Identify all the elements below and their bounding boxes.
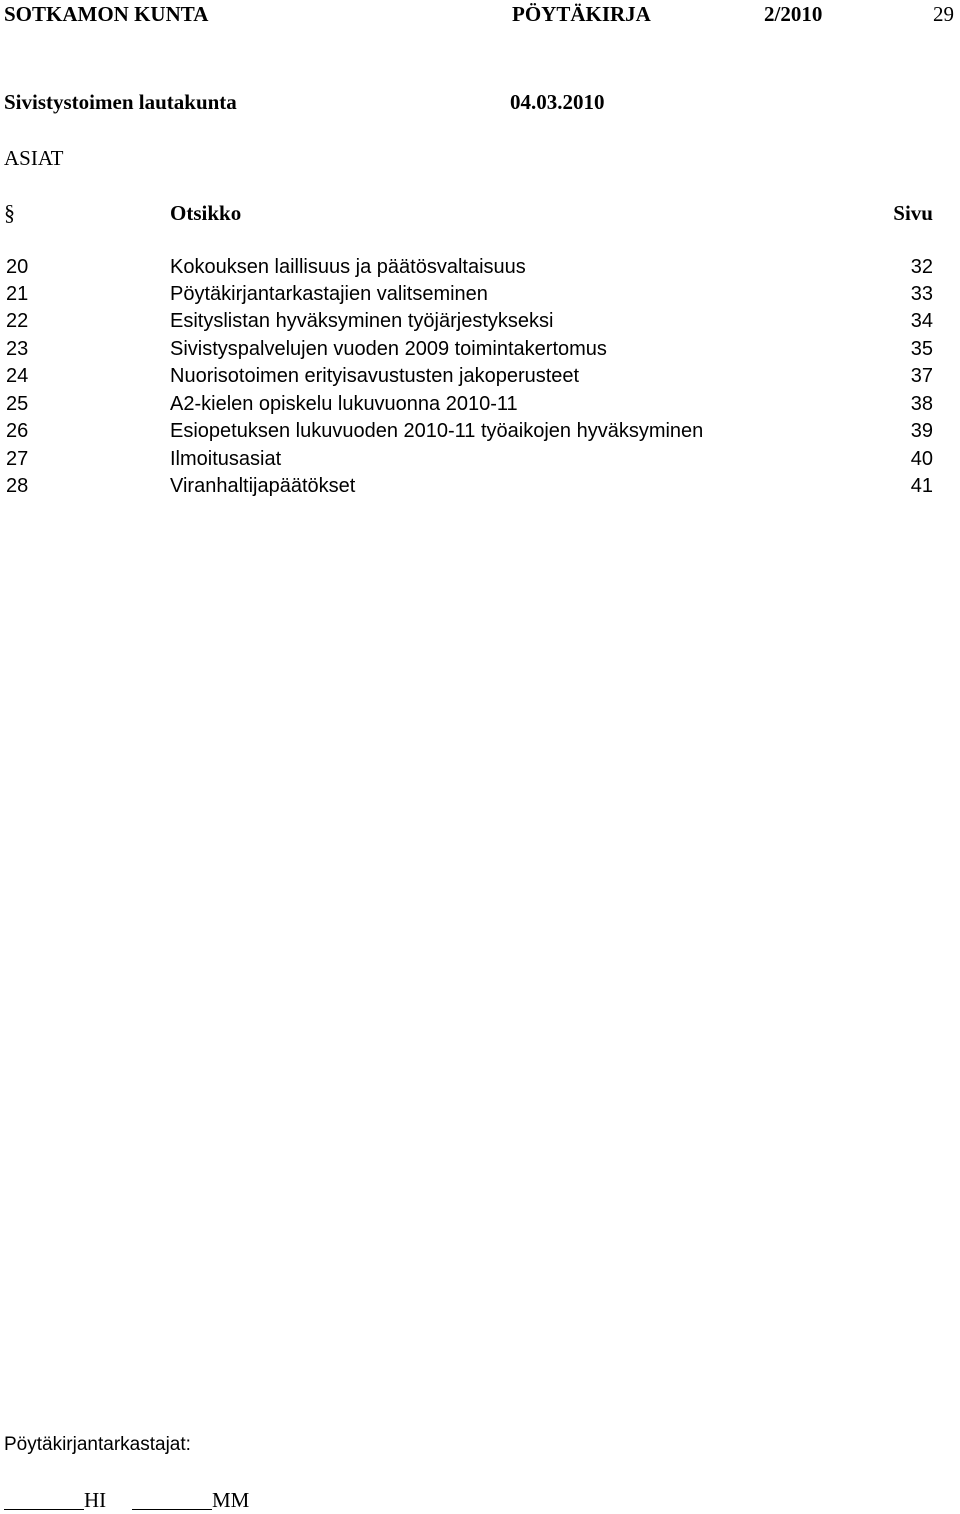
agenda-row [0, 391, 960, 418]
agenda-row [0, 418, 960, 445]
organization-name: SOTKAMON KUNTA [4, 2, 209, 26]
agenda-row [0, 473, 960, 500]
item-number: 23 [6, 338, 29, 360]
item-number: 25 [6, 393, 29, 415]
item-page: 40 [910, 448, 933, 470]
item-number: 26 [6, 420, 29, 442]
document-number: 2/2010 [764, 2, 823, 26]
agenda-row [0, 281, 960, 308]
item-number: 28 [6, 475, 29, 497]
document-type: PÖYTÄKIRJA [512, 2, 651, 26]
minute-checkers-label: Pöytäkirjantarkastajat: [4, 1434, 191, 1455]
item-title: Nuorisotoimen erityisavustusten jakoperusteet [170, 365, 580, 387]
item-title: Sivistyspalvelujen vuoden 2009 toimintakertomus [170, 338, 607, 360]
item-title: A2-kielen opiskelu lukuvuonna 2010-11 [170, 393, 518, 415]
item-number: 20 [6, 256, 29, 278]
checker-initials-2: MM [212, 1488, 250, 1512]
item-page: 38 [910, 393, 933, 415]
meeting-date: 04.03.2010 [510, 90, 605, 114]
item-number: 22 [6, 310, 29, 332]
signature-line-2 [132, 1509, 212, 1510]
section-title: ASIAT [4, 146, 64, 170]
item-page: 37 [910, 365, 933, 387]
item-title: Kokouksen laillisuus ja päätösvaltaisuus [170, 256, 526, 278]
item-number: 27 [6, 448, 29, 470]
column-heading-title: Otsikko [170, 201, 242, 225]
section-symbol: § [4, 200, 15, 225]
item-number: 24 [6, 365, 29, 387]
item-title: Pöytäkirjantarkastajien valitseminen [170, 283, 488, 305]
item-title: Esityslistan hyväksyminen työjärjestykseksi [170, 310, 554, 332]
agenda-row [0, 363, 960, 390]
item-page: 34 [910, 310, 933, 332]
committee-name: Sivistystoimen lautakunta [4, 90, 237, 114]
agenda-row [0, 254, 960, 281]
item-page: 33 [910, 283, 933, 305]
item-page: 41 [910, 475, 933, 497]
page-number: 29 [933, 2, 954, 26]
item-page: 39 [910, 420, 933, 442]
item-number: 21 [6, 283, 29, 305]
column-heading-page: Sivu [893, 201, 933, 225]
item-page: 32 [910, 256, 933, 278]
checker-initials-1: HI [84, 1488, 107, 1512]
agenda-row [0, 308, 960, 335]
item-title: Viranhaltijapäätökset [170, 475, 356, 497]
item-title: Esiopetuksen lukuvuoden 2010-11 työaikojen hyväksyminen [170, 420, 704, 442]
agenda-row [0, 336, 960, 363]
item-page: 35 [910, 338, 933, 360]
signature-line-1 [4, 1509, 84, 1510]
item-title: Ilmoitusasiat [170, 448, 282, 470]
agenda-row [0, 446, 960, 473]
